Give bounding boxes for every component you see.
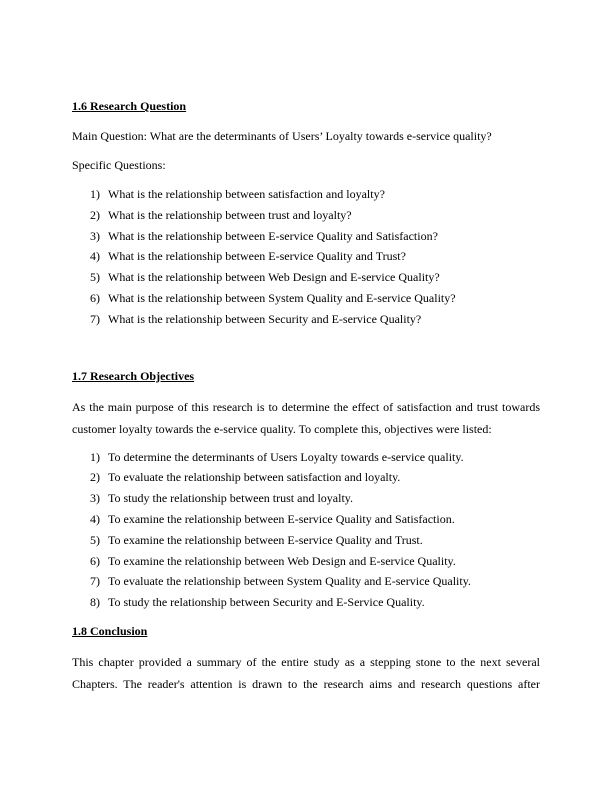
list-item	[72, 551, 540, 572]
list-item-number: 7)	[90, 574, 100, 589]
list-item-text: To examine the relationship between Web Design and E-service Quality.	[108, 553, 456, 568]
main-question: Main Question: What are the determinants of Users’ Loyalty towards e-service quality?	[72, 129, 492, 143]
list-item-number: 2)	[90, 470, 100, 485]
list-item-text: What is the relationship between Security and E-service Quality?	[108, 311, 422, 326]
paragraph-line: customer loyalty towards the e-service quality. To complete this, objectives were listed:	[72, 421, 492, 436]
list-item	[72, 509, 540, 530]
document-page	[72, 96, 540, 695]
section-research-question	[72, 96, 540, 330]
list-item	[72, 447, 540, 468]
list-item-number: 2)	[90, 207, 100, 222]
list-item	[72, 205, 540, 226]
list-item-text: To evaluate the relationship between satisfaction and loyalty.	[108, 470, 401, 485]
list-item-number: 7)	[90, 311, 100, 326]
objectives-intro	[72, 396, 540, 440]
list-item	[72, 184, 540, 205]
paragraph-line: This chapter provided a summary of the entire study as a stepping stone to the next several	[72, 654, 540, 669]
list-item-text: To determine the determinants of Users Loyalty towards e-service quality.	[108, 449, 464, 464]
list-item	[72, 488, 540, 509]
section-conclusion	[72, 621, 540, 695]
list-item-number: 3)	[90, 491, 100, 506]
list-item-text: What is the relationship between E-service Quality and Trust?	[108, 249, 406, 264]
paragraph-line: Chapters. The reader's attention is drawn to the research aims and research questions after	[72, 676, 540, 691]
list-item-number: 3)	[90, 228, 100, 243]
list-item	[72, 226, 540, 247]
list-item-text: What is the relationship between Web Design and E-service Quality?	[108, 270, 440, 285]
list-item	[72, 467, 540, 488]
section-heading: 1.6 Research Question	[72, 99, 187, 113]
list-item-number: 1)	[90, 187, 100, 201]
list-item	[72, 309, 540, 330]
section-heading: 1.7 Research Objectives	[72, 368, 195, 383]
list-item-text: What is the relationship between trust and loyalty?	[108, 207, 352, 222]
section-heading: 1.8 Conclusion	[72, 623, 148, 638]
list-item-number: 8)	[90, 595, 100, 610]
list-item	[72, 246, 540, 267]
list-item-text: To examine the relationship between E-service Quality and Satisfaction.	[108, 511, 455, 526]
list-item-text: To examine the relationship between E-service Quality and Trust.	[108, 532, 423, 547]
conclusion-paragraph	[72, 651, 540, 695]
paragraph-line: As the main purpose of this research is to determine the effect of satisfaction and trust towards	[72, 399, 540, 414]
list-item-number: 4)	[90, 511, 100, 526]
list-item-text: To study the relationship between Security and E-Service Quality.	[108, 595, 425, 610]
list-item	[72, 288, 540, 309]
list-item-number: 5)	[90, 532, 100, 547]
list-item	[72, 571, 540, 592]
list-item-number: 6)	[90, 553, 100, 568]
list-item-text: To study the relationship between trust and loyalty.	[108, 491, 353, 506]
list-item-text: What is the relationship between satisfaction and loyalty?	[108, 187, 385, 201]
list-item	[72, 530, 540, 551]
section-research-objectives	[72, 366, 540, 613]
questions-list	[72, 184, 540, 330]
list-item	[72, 267, 540, 288]
list-item-text: What is the relationship between System Quality and E-service Quality?	[108, 290, 456, 305]
specific-questions-label: Specific Questions:	[72, 158, 166, 172]
list-item-number: 5)	[90, 270, 100, 285]
objectives-list	[72, 447, 540, 613]
list-item	[72, 592, 540, 613]
list-item-number: 1)	[90, 449, 100, 464]
list-item-number: 4)	[90, 249, 100, 264]
list-item-number: 6)	[90, 290, 100, 305]
list-item-text: What is the relationship between E-service Quality and Satisfaction?	[108, 228, 438, 243]
list-item-text: To evaluate the relationship between System Quality and E-service Quality.	[108, 574, 471, 589]
